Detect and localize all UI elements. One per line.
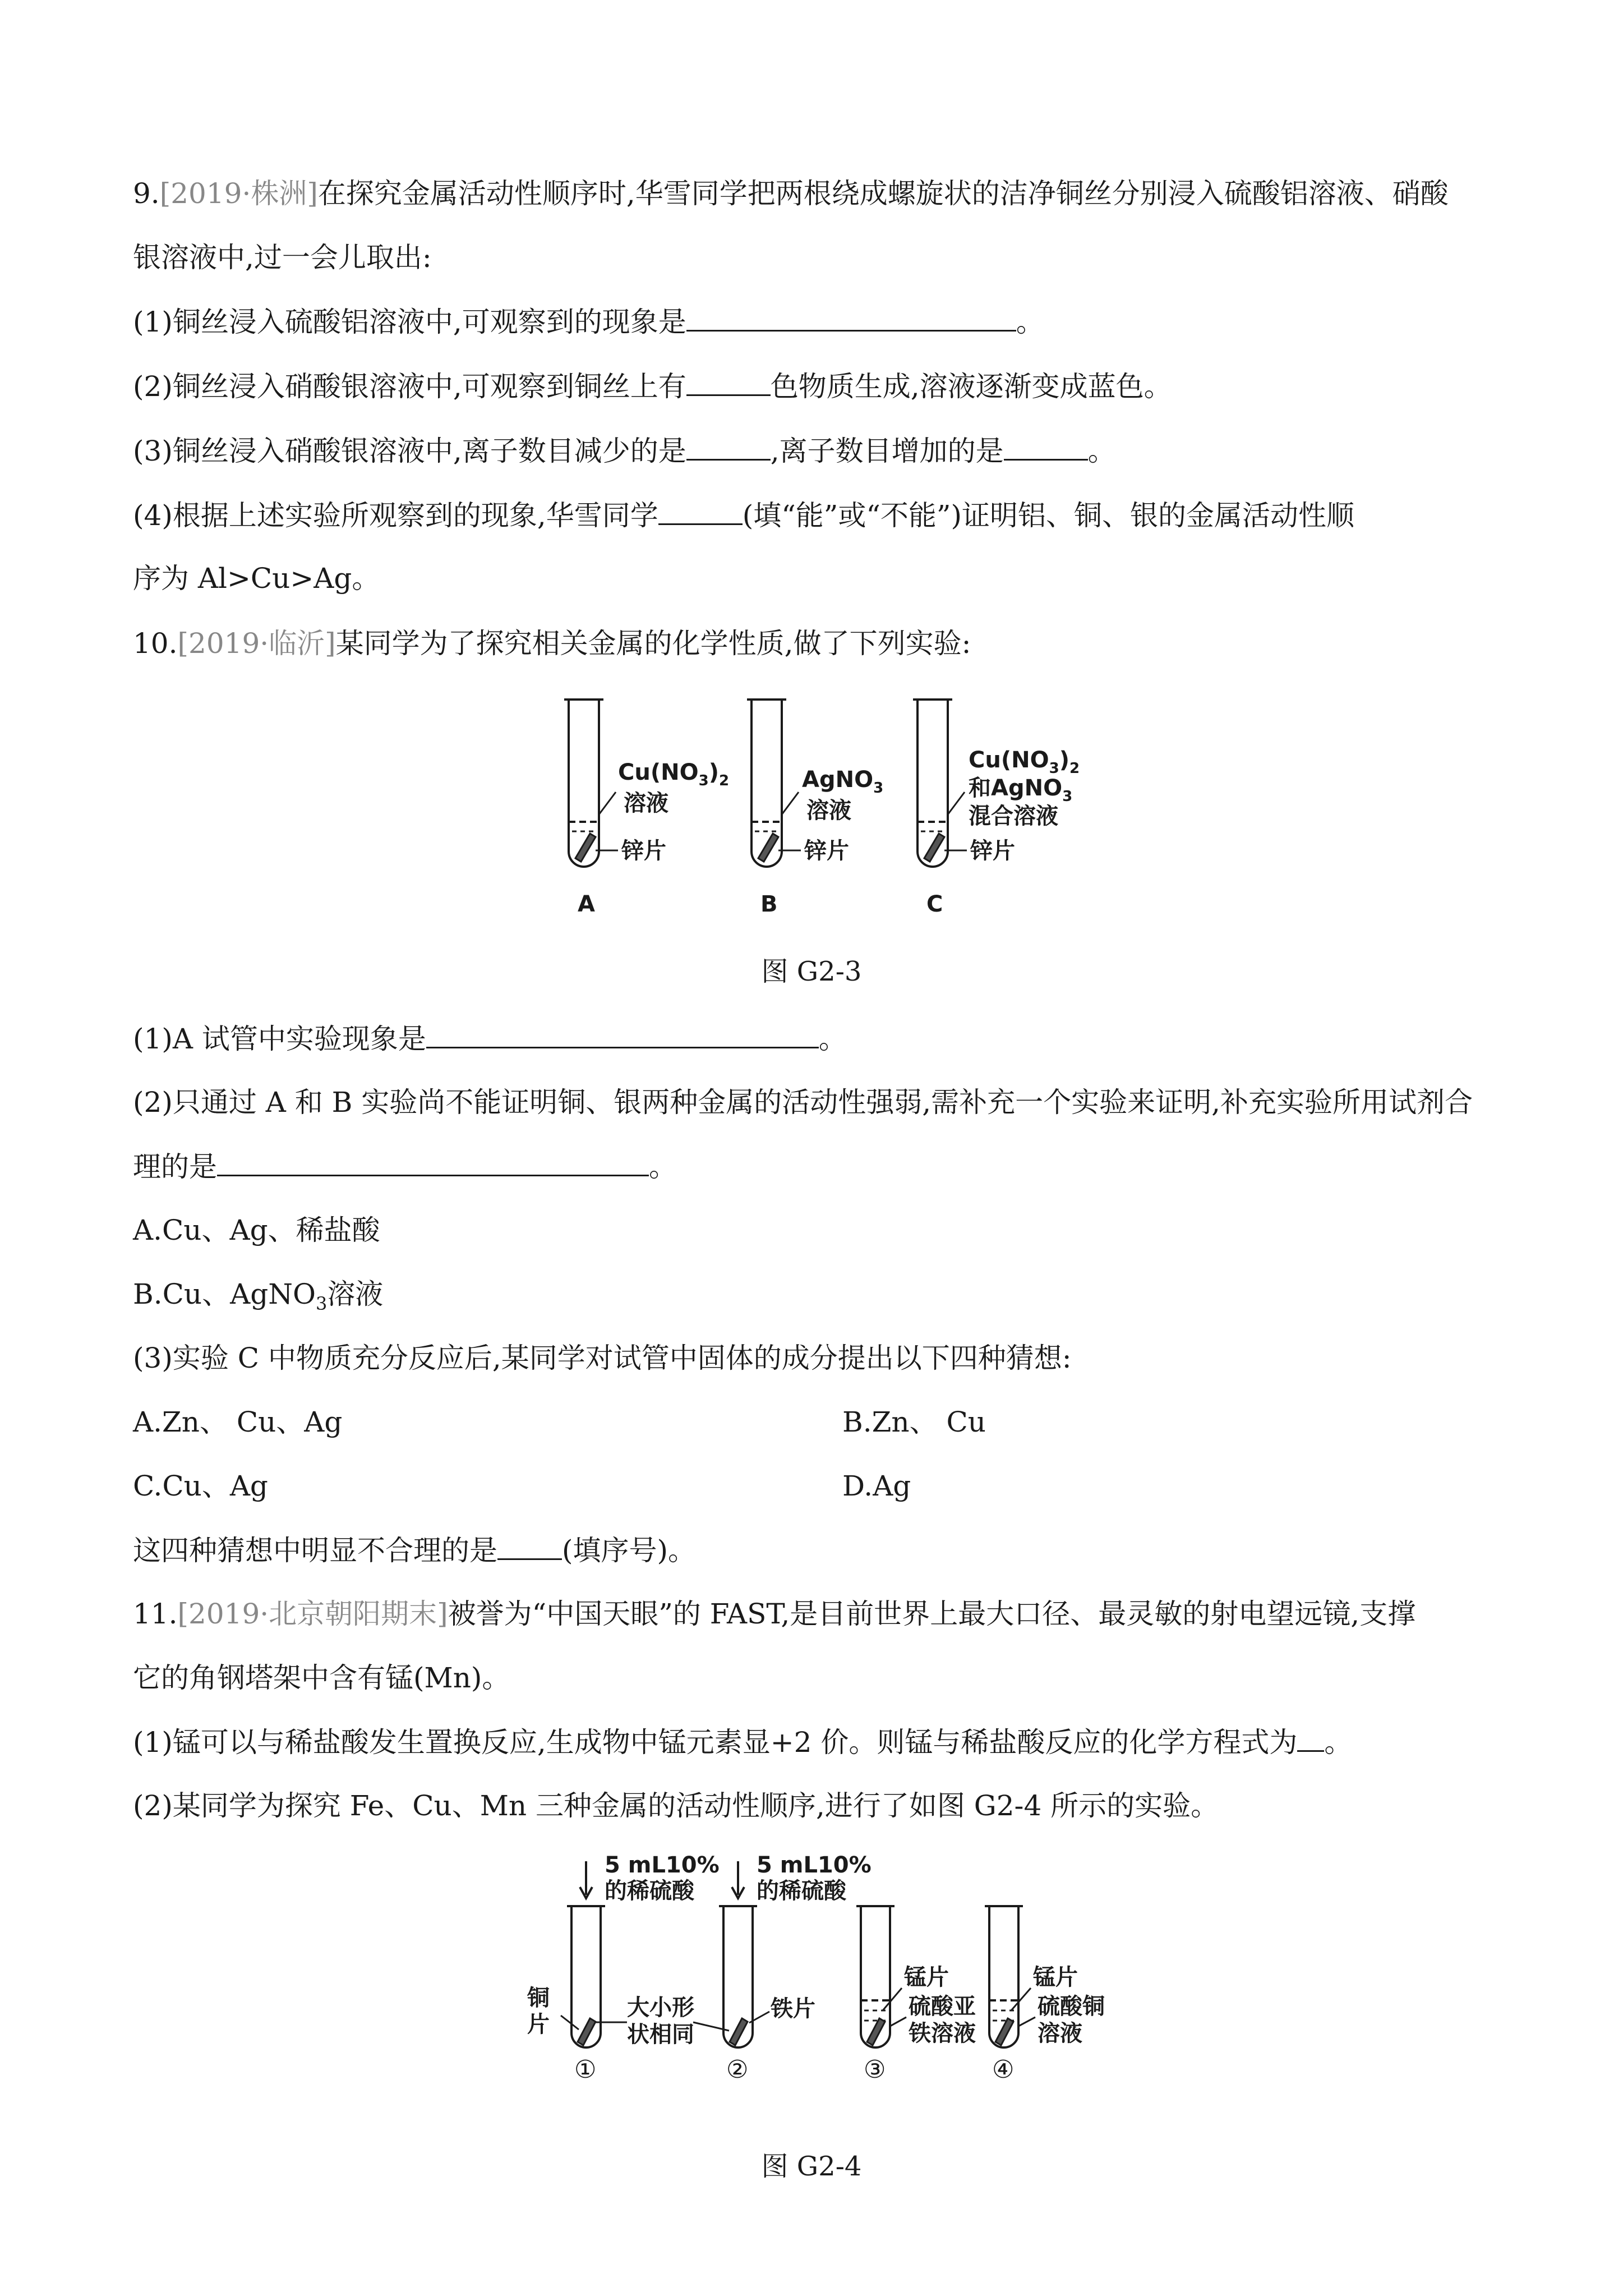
q10-source: [2019·临沂] bbox=[177, 627, 336, 660]
q11-stem-text: 被誉为“中国天眼”的 FAST,是目前世界上最大口径、最灵敏的射电望远镜,支撑 bbox=[448, 1598, 1416, 1630]
q9-part1-text: (1)铜丝浸入硫酸铝溶液中,可观察到的现象是 bbox=[133, 306, 686, 338]
q9-source: [2019·株洲] bbox=[159, 177, 318, 210]
q10-guess-b: B.Zn、 Cu bbox=[842, 1406, 986, 1438]
copper-label-line2: 片 bbox=[527, 2012, 550, 2037]
q10-part2-line2 bbox=[133, 1148, 677, 1185]
q10-guess-c: C.Cu、Ag bbox=[133, 1470, 268, 1502]
test-tube-b bbox=[747, 700, 801, 867]
q11-part1-text: (1)锰可以与稀盐酸发生置换反应,生成物中锰元素显+2 价。则锰与稀盐酸反应的化学方程式为 bbox=[133, 1726, 1298, 1759]
same-size-label-line2: 状相同 bbox=[627, 2022, 694, 2047]
tube-number-1: ① bbox=[574, 2055, 597, 2084]
q10-option-b-end: 溶液 bbox=[327, 1278, 384, 1310]
iron-label: 铁片 bbox=[771, 1996, 815, 2022]
q9-part2-end: 色物质生成,溶液逐渐变成蓝色。 bbox=[770, 370, 1172, 403]
q10-part1 bbox=[133, 1020, 847, 1057]
q10-guess-row1 bbox=[133, 1404, 986, 1441]
q11-part1 bbox=[133, 1723, 1352, 1761]
acid-label-1-line1: 5 mL10% bbox=[605, 1852, 720, 1878]
q9-number: 9. bbox=[133, 177, 160, 210]
tube-c-letter: C bbox=[926, 891, 943, 917]
tube-a-letter: A bbox=[578, 891, 595, 917]
q10-conclusion bbox=[133, 1531, 696, 1569]
tube-b-solution-label: 溶液 bbox=[806, 798, 851, 823]
q11-number: 11. bbox=[133, 1598, 178, 1630]
figure-g2-3-caption: 图 G2-3 bbox=[761, 956, 862, 987]
q10-part2-end: 。 bbox=[649, 1151, 677, 1183]
q9-part1-end: 。 bbox=[1016, 306, 1044, 338]
acid-label-2-line2: 的稀硫酸 bbox=[757, 1878, 846, 1904]
q10-part1-text: (1)A 试管中实验现象是 bbox=[133, 1023, 426, 1055]
tube-b-solution-formula: AgNO$_3$ bbox=[802, 767, 884, 797]
q11-stem-line2: 它的角钢塔架中含有锰(Mn)。 bbox=[133, 1662, 510, 1694]
q11-part1-end: 。 bbox=[1324, 1726, 1353, 1759]
tube-number-2: ② bbox=[726, 2055, 749, 2084]
test-tube-a bbox=[564, 700, 618, 867]
tube-number-3: ③ bbox=[864, 2055, 886, 2084]
q10-option-b-text: B.Cu、AgNO bbox=[133, 1278, 316, 1310]
tube-a-solution-label: 溶液 bbox=[624, 790, 668, 816]
q10-conclusion-text: 这四种猜想中明显不合理的是 bbox=[133, 1534, 497, 1567]
q11-part2: (2)某同学为探究 Fe、Cu、Mn 三种金属的活动性顺序,进行了如图 G2-4 所示的实验。 bbox=[133, 1789, 1219, 1822]
test-tube-1 bbox=[561, 1906, 627, 2047]
tube-a-solution-formula: $Cu(NO_3)_2$ bbox=[618, 760, 730, 789]
q9-part4-end: (填“能”或“不能”)证明铝、铜、银的金属活动性顺 bbox=[742, 499, 1354, 532]
copper-label-line1: 铜 bbox=[527, 1985, 550, 2011]
q10-part3: (3)实验 C 中物质充分反应后,某同学对试管中固体的成分提出以下四种猜想: bbox=[133, 1342, 1072, 1374]
q11-source: [2019·北京朝阳期末] bbox=[177, 1598, 448, 1630]
q9-stem-text: 在探究金属活动性顺序时,华雪同学把两根绕成螺旋状的洁净铜丝分别浸入硫酸铝溶液、硝酸 bbox=[317, 177, 1449, 210]
cuso4-label-line1: 硫酸铜 bbox=[1038, 1994, 1105, 2019]
q10-stem-text: 某同学为了探究相关金属的化学性质,做了下列实验: bbox=[335, 627, 971, 660]
cuso4-label-line2: 溶液 bbox=[1038, 2021, 1082, 2046]
q10-part2-text: 理的是 bbox=[133, 1151, 217, 1183]
q11-stem-line1 bbox=[133, 1595, 1415, 1632]
tube-c-solution-label: 混合溶液 bbox=[969, 803, 1058, 829]
mn-label-4: 锰片 bbox=[1033, 1964, 1078, 1990]
q10-part2-line1: (2)只通过 A 和 B 实验尚不能证明铜、银两种金属的活动性强弱,需补充一个实验来证明,补充实验所用试剂合 bbox=[133, 1086, 1473, 1119]
q10-part1-end: 。 bbox=[818, 1023, 847, 1055]
q10-guess-a: A.Zn、 Cu、Ag bbox=[133, 1406, 343, 1438]
q10-part1-blank[interactable] bbox=[426, 1020, 819, 1048]
tube-b-metal-label: 锌片 bbox=[804, 838, 849, 864]
q10-option-a: A.Cu、Ag、稀盐酸 bbox=[133, 1214, 380, 1246]
same-size-label-line1: 大小形 bbox=[627, 1995, 694, 2021]
figure-g2-4-caption: 图 G2-4 bbox=[761, 2151, 862, 2182]
feso4-label-line2: 铁溶液 bbox=[909, 2021, 976, 2046]
q10-option-b-sub: 3 bbox=[315, 1293, 328, 1314]
tube-c-solution-second: 和AgNO$_3$ bbox=[969, 775, 1073, 805]
feso4-label-line1: 硫酸亚 bbox=[909, 1994, 976, 2019]
mn-label-3: 锰片 bbox=[904, 1964, 949, 1990]
q10-conclusion-blank[interactable] bbox=[497, 1531, 562, 1560]
q10-guess-d: D.Ag bbox=[842, 1470, 911, 1502]
test-tube-3 bbox=[856, 1906, 906, 2047]
q9-part4-text: (4)根据上述实验所观察到的现象,华雪同学 bbox=[133, 499, 658, 532]
tube-number-4: ④ bbox=[992, 2055, 1015, 2084]
q11-part1-blank[interactable] bbox=[1297, 1723, 1324, 1752]
q10-option-b bbox=[133, 1276, 383, 1322]
acid-label-2-line1: 5 mL10% bbox=[757, 1852, 872, 1878]
q9-stem-line2: 银溶液中,过一会儿取出: bbox=[133, 241, 432, 274]
test-tube-c bbox=[913, 700, 967, 867]
q9-part3-mid: ,离子数目增加的是 bbox=[770, 435, 1004, 467]
tube-c-solution-formula: $Cu(NO_3)_2$ bbox=[969, 747, 1080, 777]
q10-guess-row2 bbox=[133, 1467, 911, 1504]
acid-label-1-line2: 的稀硫酸 bbox=[605, 1878, 694, 1904]
q9-part2-text: (2)铜丝浸入硝酸银溶液中,可观察到铜丝上有 bbox=[133, 370, 686, 403]
q9-part4-line2: 序为 Al>Cu>Ag。 bbox=[133, 562, 380, 595]
tube-b-letter: B bbox=[760, 891, 778, 917]
q9-part3-end: 。 bbox=[1087, 435, 1116, 467]
test-tube-4 bbox=[985, 1906, 1035, 2047]
q9-part3-text: (3)铜丝浸入硝酸银溶液中,离子数目减少的是 bbox=[133, 435, 686, 467]
q10-part2-blank[interactable] bbox=[217, 1148, 649, 1176]
q10-number: 10. bbox=[133, 627, 178, 660]
tube-a-metal-label: 锌片 bbox=[621, 838, 666, 864]
q10-conclusion-end: (填序号)。 bbox=[562, 1534, 697, 1567]
tube-c-metal-label: 锌片 bbox=[970, 838, 1015, 864]
test-tube-2 bbox=[693, 1906, 769, 2047]
